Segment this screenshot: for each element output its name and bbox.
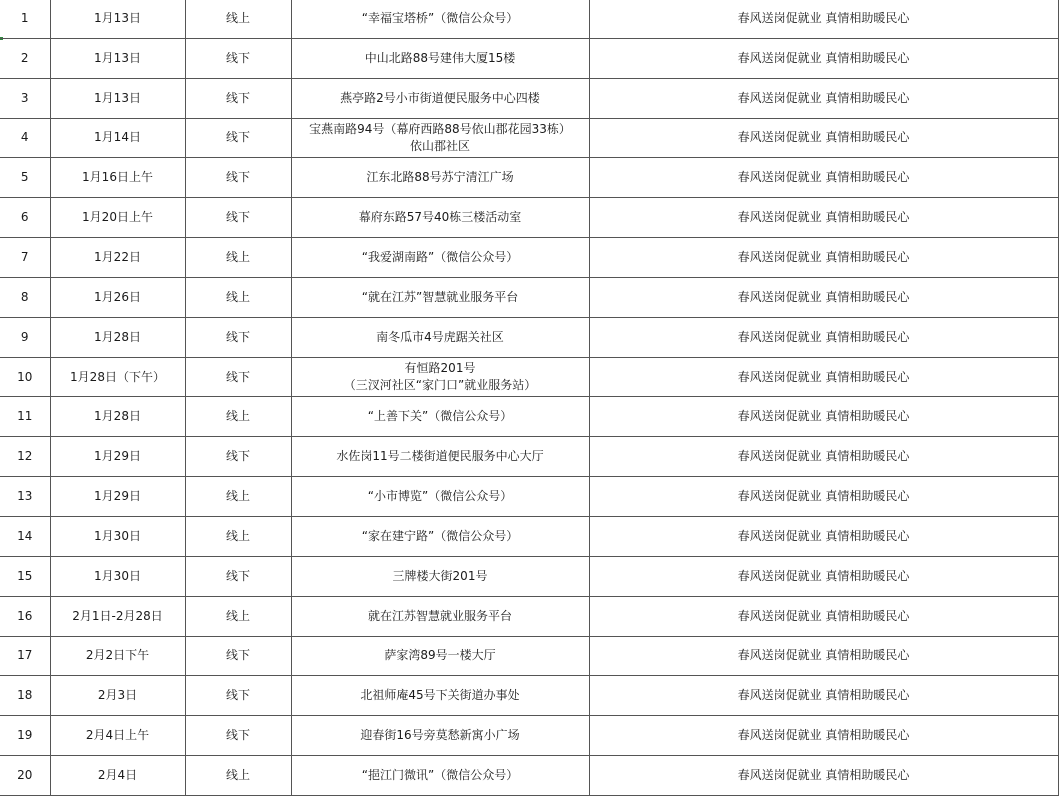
location-line: “就在江苏”智慧就业服务平台	[361, 289, 519, 304]
location-cell[interactable]	[291, 556, 589, 596]
mode-cell[interactable]: 线上	[185, 0, 291, 38]
table-row	[0, 78, 1058, 118]
date-cell[interactable]: 1月16日上午	[50, 158, 185, 198]
table-row	[0, 596, 1058, 636]
location-line: 萨家湾89号一楼大厅	[384, 648, 496, 663]
location-line: “家在建宁路”（微信公众号）	[361, 528, 519, 543]
location-line: 依山郡社区	[409, 138, 470, 153]
row-number-cell[interactable]: 11	[0, 397, 50, 437]
date-cell[interactable]: 1月13日	[50, 38, 185, 78]
row-number-cell[interactable]: 2	[0, 38, 50, 78]
theme-cell[interactable]: 春风送岗促就业 真情相助暖民心	[589, 198, 1058, 238]
location-line: 北祖师庵45号下关街道办事处	[360, 688, 520, 703]
mode-cell[interactable]: 线下	[185, 38, 291, 78]
table-row	[0, 118, 1058, 158]
location-line: 幕府东路57号40栋三楼活动室	[358, 210, 522, 225]
mode-cell[interactable]: 线下	[185, 317, 291, 357]
row-number-cell[interactable]: 20	[0, 756, 50, 796]
theme-cell[interactable]: 春风送岗促就业 真情相助暖民心	[589, 556, 1058, 596]
location-line: 迎春街16号旁莫愁新寓小广场	[360, 728, 520, 743]
mode-cell[interactable]: 线上	[185, 516, 291, 556]
location-line: “小市博览”（微信公众号）	[367, 489, 513, 504]
theme-cell[interactable]: 春风送岗促就业 真情相助暖民心	[589, 516, 1058, 556]
location-line: 就在江苏智慧就业服务平台	[367, 608, 512, 623]
theme-cell[interactable]: 春风送岗促就业 真情相助暖民心	[589, 38, 1058, 78]
row-number-cell[interactable]: 8	[0, 277, 50, 317]
theme-cell[interactable]: 春风送岗促就业 真情相助暖民心	[589, 716, 1058, 756]
mode-cell[interactable]: 线上	[185, 397, 291, 437]
location-cell[interactable]	[291, 756, 589, 796]
location-cell[interactable]	[291, 636, 589, 676]
table-row	[0, 0, 1058, 38]
location-line: “我爱湖南路”（微信公众号）	[361, 249, 519, 264]
date-cell[interactable]: 2月3日	[50, 676, 185, 716]
location-cell[interactable]	[291, 477, 589, 517]
table-row	[0, 277, 1058, 317]
date-cell[interactable]: 1月28日（下午）	[50, 357, 185, 397]
table-row	[0, 317, 1058, 357]
theme-cell[interactable]: 春风送岗促就业 真情相助暖民心	[589, 756, 1058, 796]
location-line: “上善下关”（微信公众号）	[367, 409, 513, 424]
table-row	[0, 38, 1058, 78]
table-row	[0, 676, 1058, 716]
mode-cell[interactable]: 线下	[185, 118, 291, 158]
location-line: 三牌楼大街201号	[392, 568, 488, 583]
date-cell[interactable]: 1月22日	[50, 238, 185, 278]
location-cell[interactable]	[291, 397, 589, 437]
theme-cell[interactable]: 春风送岗促就业 真情相助暖民心	[589, 636, 1058, 676]
row-number-cell[interactable]: 6	[0, 198, 50, 238]
mode-cell[interactable]: 线下	[185, 636, 291, 676]
row-number-cell[interactable]: 19	[0, 716, 50, 756]
mode-cell[interactable]: 线下	[185, 437, 291, 477]
mode-cell[interactable]: 线下	[185, 78, 291, 118]
mode-cell[interactable]: 线上	[185, 477, 291, 517]
theme-cell[interactable]: 春风送岗促就业 真情相助暖民心	[589, 238, 1058, 278]
date-cell[interactable]: 1月29日	[50, 437, 185, 477]
row-number-cell[interactable]: 17	[0, 636, 50, 676]
table-row	[0, 477, 1058, 517]
location-cell[interactable]	[291, 357, 589, 397]
location-line: 水佐岗11号二楼街道便民服务中心大厅	[336, 449, 544, 464]
mode-cell[interactable]: 线下	[185, 198, 291, 238]
row-number-cell[interactable]: 12	[0, 437, 50, 477]
location-cell[interactable]	[291, 0, 589, 38]
theme-cell[interactable]: 春风送岗促就业 真情相助暖民心	[589, 118, 1058, 158]
location-cell[interactable]	[291, 317, 589, 357]
theme-cell[interactable]: 春风送岗促就业 真情相助暖民心	[589, 78, 1058, 118]
mode-cell[interactable]: 线上	[185, 596, 291, 636]
table-row	[0, 158, 1058, 198]
theme-cell[interactable]: 春风送岗促就业 真情相助暖民心	[589, 158, 1058, 198]
table-row	[0, 437, 1058, 477]
row-number-cell[interactable]: 15	[0, 556, 50, 596]
date-cell[interactable]: 1月20日上午	[50, 198, 185, 238]
location-line: 中山北路88号建伟大厦15楼	[364, 50, 516, 65]
row-number-cell[interactable]: 13	[0, 477, 50, 517]
row-number-cell[interactable]: 16	[0, 596, 50, 636]
row-number-cell[interactable]: 10	[0, 357, 50, 397]
date-cell[interactable]: 1月14日	[50, 118, 185, 158]
table-row	[0, 516, 1058, 556]
row-number-cell[interactable]: 14	[0, 516, 50, 556]
row-number-cell[interactable]: 4	[0, 118, 50, 158]
location-line: 宝燕南路94号（幕府西路88号依山郡花园33栋）	[309, 121, 571, 136]
row-number-cell[interactable]: 5	[0, 158, 50, 198]
mode-cell[interactable]: 线上	[185, 277, 291, 317]
table-row	[0, 636, 1058, 676]
theme-cell[interactable]: 春风送岗促就业 真情相助暖民心	[589, 437, 1058, 477]
table-row	[0, 198, 1058, 238]
date-cell[interactable]: 2月4日	[50, 756, 185, 796]
location-line: 有恒路201号	[404, 361, 476, 376]
row-number-cell[interactable]: 1	[0, 0, 50, 38]
theme-cell[interactable]: 春风送岗促就业 真情相助暖民心	[589, 277, 1058, 317]
location-cell[interactable]	[291, 516, 589, 556]
location-cell[interactable]	[291, 676, 589, 716]
location-line: 燕亭路2号小市街道便民服务中心四楼	[340, 90, 540, 105]
row-number-cell[interactable]: 18	[0, 676, 50, 716]
location-line: 江东北路88号苏宁清江广场	[366, 170, 514, 185]
date-cell[interactable]: 1月30日	[50, 516, 185, 556]
location-cell[interactable]	[291, 78, 589, 118]
location-line: “幸福宝塔桥”（微信公众号）	[361, 10, 519, 25]
location-cell[interactable]	[291, 716, 589, 756]
location-line: 南冬瓜市4号虎踞关社区	[376, 329, 504, 344]
location-cell[interactable]	[291, 596, 589, 636]
theme-cell[interactable]: 春风送岗促就业 真情相助暖民心	[589, 0, 1058, 38]
theme-cell[interactable]: 春风送岗促就业 真情相助暖民心	[589, 397, 1058, 437]
mode-cell[interactable]: 线下	[185, 158, 291, 198]
theme-cell[interactable]: 春风送岗促就业 真情相助暖民心	[589, 317, 1058, 357]
date-cell[interactable]: 2月4日上午	[50, 716, 185, 756]
table-row	[0, 238, 1058, 278]
theme-cell[interactable]: 春风送岗促就业 真情相助暖民心	[589, 676, 1058, 716]
date-cell[interactable]: 1月13日	[50, 78, 185, 118]
table-row	[0, 556, 1058, 596]
date-cell[interactable]: 1月13日	[50, 0, 185, 38]
theme-cell[interactable]: 春风送岗促就业 真情相助暖民心	[589, 357, 1058, 397]
date-cell[interactable]: 1月28日	[50, 397, 185, 437]
location-cell[interactable]	[291, 158, 589, 198]
location-line: （三汊河社区“家门口”就业服务站）	[343, 378, 537, 393]
table-row	[0, 716, 1058, 756]
date-cell[interactable]: 1月30日	[50, 556, 185, 596]
row-number-cell[interactable]: 3	[0, 78, 50, 118]
date-cell[interactable]: 1月26日	[50, 277, 185, 317]
mode-cell[interactable]: 线下	[185, 676, 291, 716]
mode-cell[interactable]: 线上	[185, 238, 291, 278]
theme-cell[interactable]: 春风送岗促就业 真情相助暖民心	[589, 477, 1058, 517]
location-cell[interactable]	[291, 277, 589, 317]
date-cell[interactable]: 1月28日	[50, 317, 185, 357]
theme-cell[interactable]: 春风送岗促就业 真情相助暖民心	[589, 596, 1058, 636]
table-row	[0, 397, 1058, 437]
row-number-cell[interactable]: 9	[0, 317, 50, 357]
location-cell[interactable]	[291, 198, 589, 238]
row-number-cell[interactable]: 7	[0, 238, 50, 278]
location-cell[interactable]	[291, 437, 589, 477]
table-row	[0, 756, 1058, 796]
mode-cell[interactable]: 线下	[185, 357, 291, 397]
location-cell[interactable]	[291, 118, 589, 158]
date-cell[interactable]: 2月2日下午	[50, 636, 185, 676]
location-cell[interactable]	[291, 38, 589, 78]
date-cell[interactable]: 1月29日	[50, 477, 185, 517]
table-row	[0, 357, 1058, 397]
mode-cell[interactable]: 线上	[185, 756, 291, 796]
location-cell[interactable]	[291, 238, 589, 278]
location-line: “挹江门微讯”（微信公众号）	[361, 767, 519, 782]
mode-cell[interactable]: 线下	[185, 716, 291, 756]
mode-cell[interactable]: 线下	[185, 556, 291, 596]
date-cell[interactable]: 2月1日-2月28日	[50, 596, 185, 636]
